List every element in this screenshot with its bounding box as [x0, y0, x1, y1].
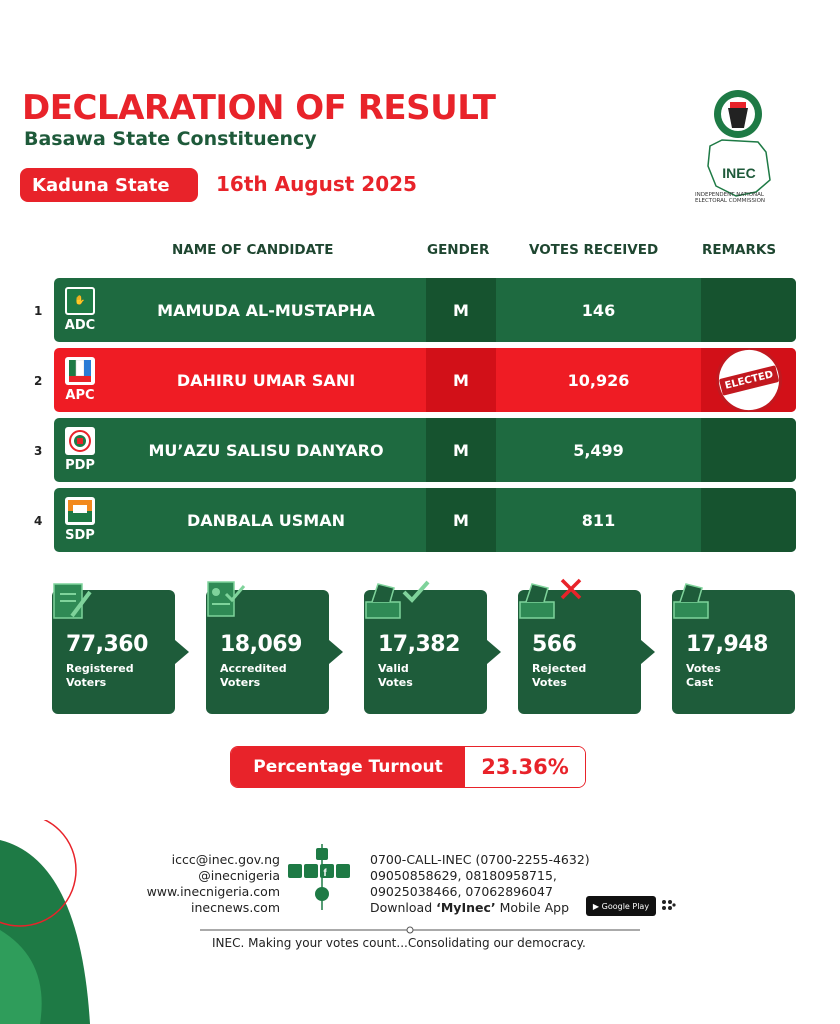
- turnout-label: Percentage Turnout: [231, 747, 465, 787]
- party-cell: [54, 488, 106, 552]
- news-link[interactable]: inecnews.com: [191, 900, 280, 915]
- header-candidate: NAME OF CANDIDATE: [172, 242, 334, 258]
- row-number: 1: [34, 304, 43, 318]
- candidate-name: MAMUDA AL-MUSTAPHA: [157, 300, 375, 320]
- stat-card-valid: [364, 590, 487, 714]
- adc-logo-icon: ✋: [65, 287, 95, 315]
- inec-logo-icon: [700, 88, 778, 208]
- candidate-name: DAHIRU UMAR SANI: [176, 370, 356, 390]
- stat-label: Valid: [378, 662, 409, 675]
- result-date: 16th August 2025: [216, 172, 417, 196]
- candidate-gender: M: [426, 348, 496, 412]
- candidate-votes: 10,926: [567, 370, 630, 390]
- google-play-label: Google Play: [601, 901, 650, 911]
- stat-label: Registered: [66, 662, 134, 675]
- ballot-x-icon: [514, 578, 586, 622]
- blackberry-icon: [660, 898, 676, 914]
- candidate-votes: 146: [581, 300, 616, 320]
- corner-decoration: [0, 820, 120, 1024]
- sdp-logo-icon: [65, 497, 95, 525]
- svg-text:f: f: [323, 868, 327, 879]
- elected-stamp: [708, 348, 788, 412]
- apc-logo-icon: [65, 357, 95, 385]
- social-icons-cross: [284, 842, 360, 912]
- table-row: [54, 278, 796, 342]
- stat-label: Accredited: [220, 662, 287, 675]
- turnout-box: [230, 746, 586, 788]
- table-row: [54, 348, 796, 412]
- candidate-gender: M: [426, 278, 496, 342]
- candidate-remark: [701, 278, 796, 342]
- website-link[interactable]: www.inecnigeria.com: [146, 884, 280, 899]
- candidate-remark: [701, 488, 796, 552]
- arrow-icon: [487, 640, 501, 664]
- stat-value: 77,360: [66, 632, 148, 657]
- party-cell: [54, 348, 106, 412]
- state-label: Kaduna State: [32, 174, 170, 196]
- stat-card-registered: [52, 590, 175, 714]
- ballot-check-icon: [360, 578, 432, 622]
- document-pen-icon: [48, 578, 98, 622]
- hotline[interactable]: 0700-CALL-INEC (0700-2255-4632): [370, 852, 590, 867]
- logo-inec-text: INEC: [722, 165, 756, 181]
- page-title: DECLARATION OF RESULT: [22, 88, 496, 128]
- pdp-logo-icon: [65, 427, 95, 455]
- phone-list: [370, 852, 590, 916]
- phone-numbers[interactable]: 09025038466, 07062896047: [370, 884, 553, 899]
- candidate-name: DANBALA USMAN: [187, 510, 345, 530]
- download-app-text: Download ‘MyInec’ Mobile App: [370, 900, 570, 915]
- email-link[interactable]: iccc@inec.gov.ng: [171, 852, 280, 867]
- elected-label: ELECTED: [719, 365, 779, 395]
- table-row: [54, 488, 796, 552]
- stat-value: 566: [532, 632, 577, 657]
- stat-label: Voters: [220, 676, 261, 689]
- logo-caption: INDEPENDENT NATIONAL ELECTORAL COMMISSION: [695, 192, 766, 204]
- turnout-value: 23.36%: [465, 747, 585, 787]
- party-cell: [54, 278, 106, 342]
- social-handle[interactable]: @inecnigeria: [198, 868, 280, 883]
- stat-value: 17,948: [686, 632, 768, 657]
- party-name: SDP: [65, 528, 95, 543]
- divider-line: [200, 926, 640, 934]
- stat-label: Voters: [66, 676, 107, 689]
- candidate-name: MU’AZU SALISU DANYARO: [148, 440, 384, 460]
- state-badge: [20, 168, 198, 202]
- candidate-gender: M: [426, 418, 496, 482]
- candidate-votes: 5,499: [573, 440, 624, 460]
- candidate-gender: M: [426, 488, 496, 552]
- header-remarks: REMARKS: [702, 242, 777, 258]
- arrow-icon: [175, 640, 189, 664]
- phone-numbers[interactable]: 09050858629, 08180958715,: [370, 868, 557, 883]
- google-play-badge[interactable]: ▶ Google Play: [586, 896, 656, 916]
- candidate-votes: 811: [581, 510, 616, 530]
- stat-label: Rejected: [532, 662, 587, 675]
- stat-label: Votes: [686, 662, 721, 675]
- row-number: 3: [34, 444, 43, 458]
- row-number: 2: [34, 374, 43, 388]
- candidate-remark: [701, 418, 796, 482]
- tagline: INEC. Making your votes count...Consolidating our democracy.: [212, 936, 586, 950]
- stat-label: Votes: [378, 676, 413, 689]
- stat-value: 17,382: [378, 632, 460, 657]
- ballot-box-icon: [668, 578, 718, 622]
- arrow-icon: [641, 640, 655, 664]
- header-votes: VOTES RECEIVED: [529, 242, 659, 258]
- arrow-icon: [329, 640, 343, 664]
- stat-card-accredited: [206, 590, 329, 714]
- party-name: PDP: [65, 458, 95, 473]
- constituency-subtitle: Basawa State Constituency: [24, 128, 317, 150]
- stat-card-cast: [672, 590, 795, 714]
- stat-label: Votes: [532, 676, 567, 689]
- id-card-icon: [202, 578, 252, 622]
- row-number: 4: [34, 514, 43, 528]
- party-cell: [54, 418, 106, 482]
- stat-card-rejected: [518, 590, 641, 714]
- stat-label: Cast: [686, 676, 714, 689]
- header-gender: GENDER: [427, 242, 490, 258]
- contact-list: [120, 852, 280, 916]
- stat-value: 18,069: [220, 632, 302, 657]
- table-row: [54, 418, 796, 482]
- party-name: APC: [65, 388, 95, 403]
- party-name: ADC: [64, 318, 96, 333]
- candidate-remark: [701, 348, 796, 412]
